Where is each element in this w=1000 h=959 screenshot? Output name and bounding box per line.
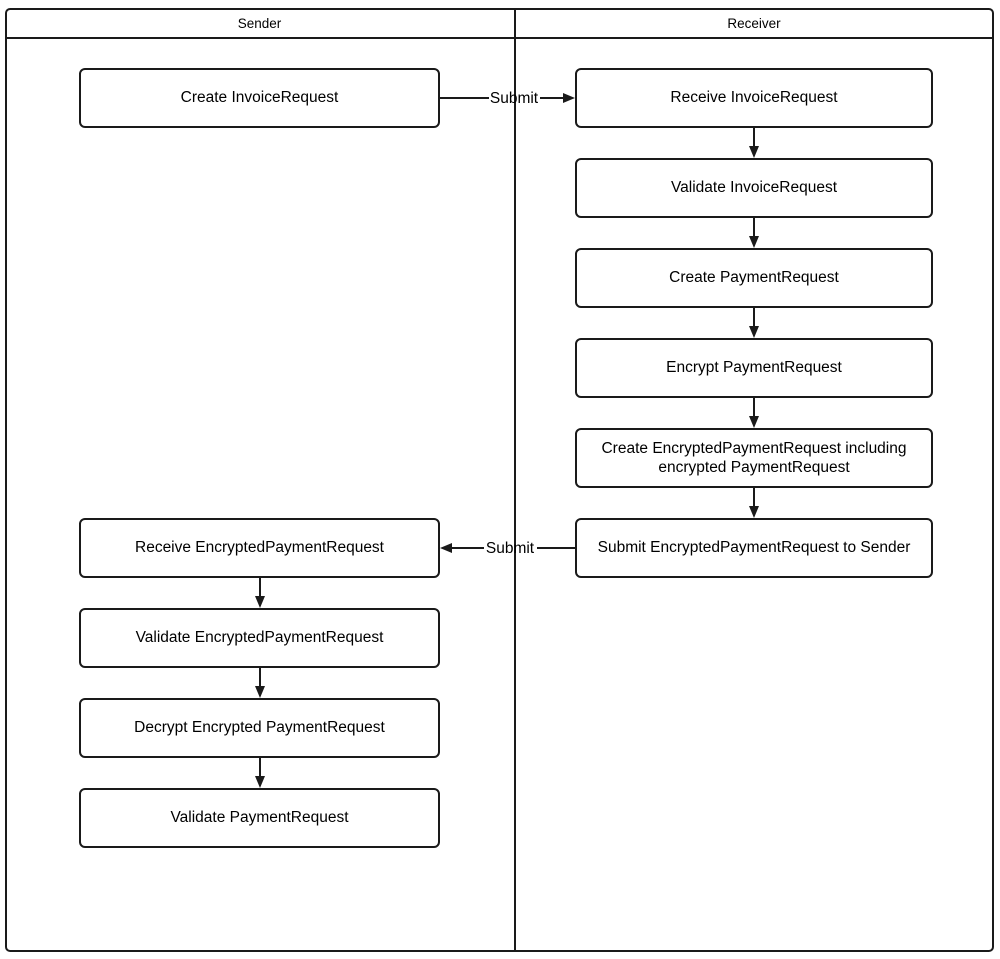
header-separator-line: [5, 37, 994, 39]
arrow-line: [259, 668, 261, 687]
node-label: Encrypt PaymentRequest: [666, 359, 842, 377]
arrowhead-down-icon: [749, 326, 759, 338]
arrow-line: [452, 547, 484, 549]
node-validate-invoice-request: [575, 158, 933, 218]
arrowhead-down-icon: [255, 596, 265, 608]
arrow-line: [259, 578, 261, 597]
arrowhead-down-icon: [749, 506, 759, 518]
node-receive-encrypted-payment-request: [79, 518, 440, 578]
edge-label-submit-payment: Submit: [485, 540, 535, 557]
arrowhead-down-icon: [749, 236, 759, 248]
lane-header-sender: [5, 9, 514, 37]
arrow-line: [537, 547, 575, 549]
arrowhead-left-icon: [440, 543, 452, 553]
arrowhead-down-icon: [255, 776, 265, 788]
arrow-line: [440, 97, 489, 99]
node-label: Receive EncryptedPaymentRequest: [135, 539, 384, 557]
node-label: Submit EncryptedPaymentRequest to Sender: [597, 539, 911, 557]
arrow-line: [753, 218, 755, 237]
node-label: Validate PaymentRequest: [170, 809, 349, 827]
node-label: Decrypt Encrypted PaymentRequest: [134, 719, 385, 737]
lane-divider-line: [514, 8, 516, 952]
node-label: Validate InvoiceRequest: [670, 179, 837, 197]
lane-header-receiver-label: Receiver: [727, 15, 781, 31]
node-create-invoice-request: [79, 68, 440, 128]
arrow-line: [753, 488, 755, 507]
lane-header-sender-label: Sender: [237, 15, 282, 31]
arrow-line: [259, 758, 261, 777]
arrowhead-down-icon: [749, 146, 759, 158]
node-encrypt-payment-request: [575, 338, 933, 398]
node-validate-encrypted-payment-request: [79, 608, 440, 668]
node-submit-encrypted-payment-request: [575, 518, 933, 578]
node-validate-payment-request: [79, 788, 440, 848]
lane-header-receiver: [514, 9, 994, 37]
edge-label-submit-invoice: Submit: [489, 90, 539, 107]
arrow-line: [753, 398, 755, 417]
arrow-line: [753, 308, 755, 327]
node-label: Validate EncryptedPaymentRequest: [135, 629, 384, 647]
node-create-encrypted-payment-request: [575, 428, 933, 488]
node-label: Receive InvoiceRequest: [670, 89, 838, 107]
arrow-line: [540, 97, 563, 99]
node-receive-invoice-request: [575, 68, 933, 128]
arrowhead-down-icon: [255, 686, 265, 698]
node-label: Create EncryptedPaymentRequest including encrypted PaymentRequest: [601, 439, 907, 476]
node-label: Create PaymentRequest: [669, 269, 839, 287]
arrowhead-down-icon: [749, 416, 759, 428]
arrowhead-right-icon: [563, 93, 575, 103]
arrow-line: [753, 128, 755, 147]
node-create-payment-request: [575, 248, 933, 308]
node-label: Create InvoiceRequest: [180, 89, 339, 107]
node-decrypt-encrypted-payment-request: [79, 698, 440, 758]
